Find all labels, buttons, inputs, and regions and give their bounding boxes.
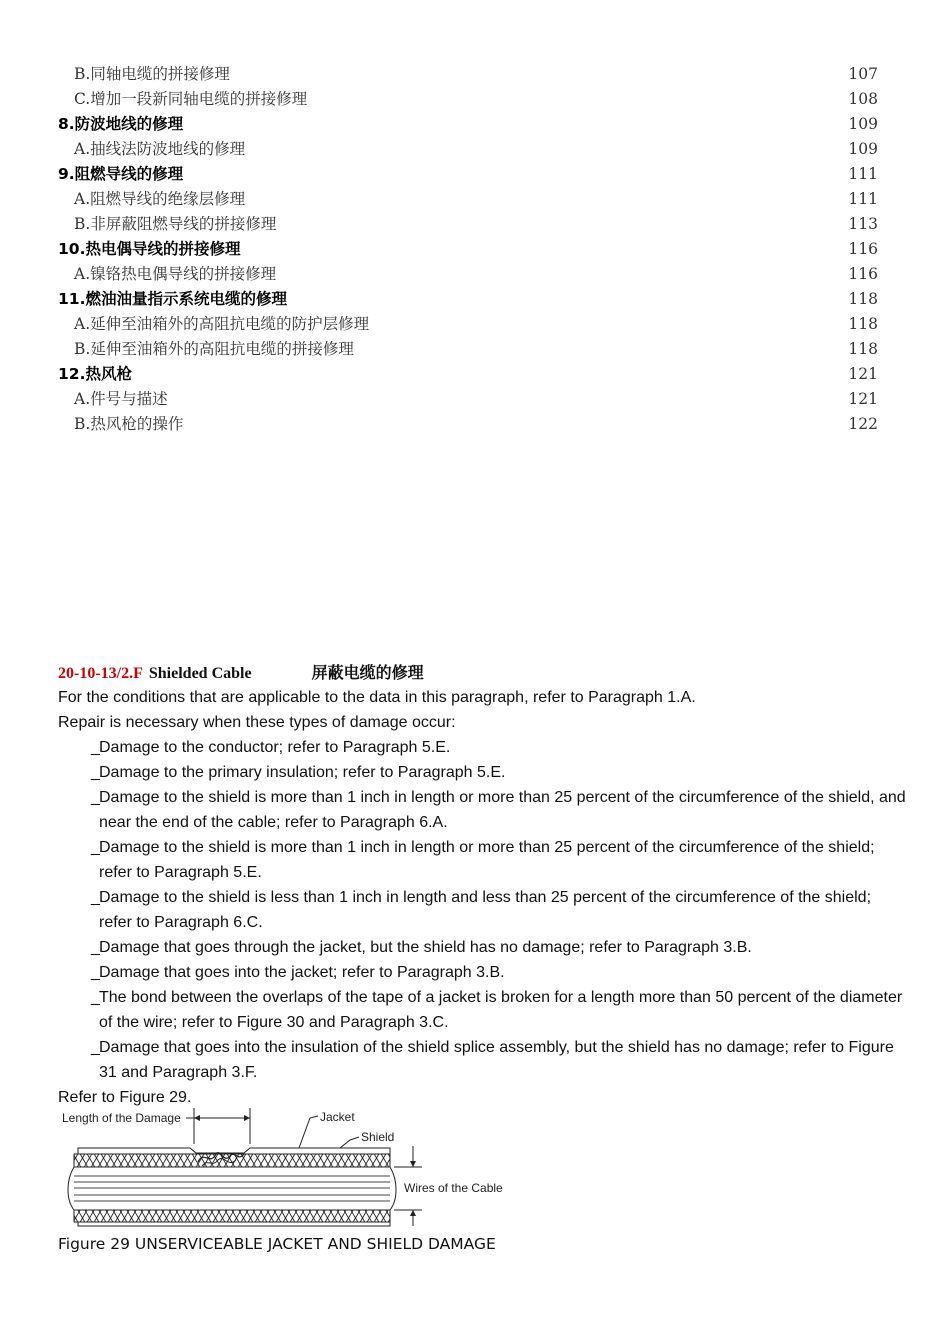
toc-title: 9.阻燃导线的修理 <box>58 165 184 183</box>
list-item <box>58 735 908 760</box>
arrow-head <box>194 1115 200 1121</box>
toc-title: A.抽线法防波地线的修理 <box>74 140 246 158</box>
toc-entry[interactable] <box>0 87 950 112</box>
toc-page: 118 <box>848 315 878 333</box>
toc-title: A.镍铬热电偶导线的拼接修理 <box>74 265 277 283</box>
toc-entry[interactable] <box>0 412 950 437</box>
toc-entry[interactable] <box>0 287 950 312</box>
toc-page: 111 <box>848 190 878 208</box>
toc-entry[interactable] <box>0 262 950 287</box>
toc-title: 11.燃油油量指示系统电缆的修理 <box>58 290 287 308</box>
bullet-mark: _ <box>91 789 100 806</box>
arrow-head <box>410 1210 416 1216</box>
bullet-mark: _ <box>91 839 100 856</box>
toc-entry[interactable] <box>0 137 950 162</box>
list-item-text: Damage to the primary insulation; refer to Paragraph 5.E. <box>99 764 506 781</box>
list-item <box>58 760 908 785</box>
list-item-text: Damage that goes into the jacket; refer to Paragraph 3.B. <box>99 964 505 981</box>
list-item <box>58 785 908 835</box>
bullet-mark: _ <box>91 889 100 906</box>
list-item-text: Damage to the conductor; refer to Paragraph 5.E. <box>99 739 451 756</box>
jacket-top <box>78 1148 390 1154</box>
toc-entry[interactable] <box>0 112 950 137</box>
toc-entry[interactable] <box>0 387 950 412</box>
section-shielded-cable <box>58 660 908 1110</box>
toc-entry[interactable] <box>0 312 950 337</box>
label-shield: Shield <box>361 1130 395 1144</box>
jacket-leader <box>299 1116 318 1148</box>
toc-page: 109 <box>848 115 878 133</box>
label-jacket: Jacket <box>320 1110 355 1124</box>
toc-page: 118 <box>848 340 878 358</box>
list-item <box>58 960 908 985</box>
toc-title: B.非屏蔽阻燃导线的拼接修理 <box>74 215 277 233</box>
cable-diagram <box>58 1104 528 1230</box>
bullet-mark: _ <box>91 1039 100 1056</box>
table-of-contents <box>0 62 950 437</box>
list-item <box>58 1035 908 1085</box>
toc-title: A.阻燃导线的绝缘层修理 <box>74 190 246 208</box>
section-heading <box>58 660 908 685</box>
list-item <box>58 935 908 960</box>
arrow-head <box>244 1115 250 1121</box>
list-item-text: The bond between the overlaps of the tape of a jacket is broken for a length more than 50 percent of the diameter of the wire; refer to Figure 30 and Paragraph 3.C. <box>99 989 903 1031</box>
toc-page: 121 <box>848 365 878 383</box>
toc-title: A.延伸至油箱外的高阻抗电缆的防护层修理 <box>74 315 370 333</box>
intro-paragraph: For the conditions that are applicable to the data in this paragraph, refer to Paragraph 1.A. <box>58 689 696 706</box>
toc-title: B.同轴电缆的拼接修理 <box>74 65 230 83</box>
list-item-text: Damage to the shield is less than 1 inch in length and less than 25 percent of the circumference of the shield; refer to Paragraph 6.C. <box>99 889 872 931</box>
wires-core <box>68 1167 396 1210</box>
toc-title: C.增加一段新同轴电缆的拼接修理 <box>74 90 308 108</box>
toc-page: 109 <box>848 140 878 158</box>
bullet-mark: _ <box>91 989 100 1006</box>
toc-title: 8.防波地线的修理 <box>58 115 184 133</box>
toc-page: 116 <box>848 265 878 283</box>
shield-bottom <box>74 1210 390 1222</box>
bullet-mark: _ <box>91 939 100 956</box>
toc-page: 122 <box>848 415 878 433</box>
toc-entry[interactable] <box>0 212 950 237</box>
section-title-cn: 屏蔽电缆的修理 <box>311 663 424 682</box>
shield-top <box>74 1154 390 1167</box>
toc-title: 10.热电偶导线的拼接修理 <box>58 240 241 258</box>
toc-page: 111 <box>848 165 878 183</box>
toc-title: B.热风枪的操作 <box>74 415 184 433</box>
toc-entry[interactable] <box>0 337 950 362</box>
toc-title: B.延伸至油箱外的高阻抗电缆的拼接修理 <box>74 340 354 358</box>
toc-page: 121 <box>848 390 878 408</box>
jacket-bottom <box>78 1222 390 1226</box>
bullet-mark: _ <box>91 764 100 781</box>
bullet-mark: _ <box>91 964 100 981</box>
toc-page: 113 <box>848 215 878 233</box>
arrow-head <box>410 1161 416 1167</box>
toc-entry[interactable] <box>0 162 950 187</box>
toc-entry[interactable] <box>0 237 950 262</box>
list-item <box>58 835 908 885</box>
toc-page: 107 <box>848 65 878 83</box>
list-item-text: Damage to the shield is more than 1 inch in length or more than 25 percent of the circumference of the shield, and near the end of the cable; refer to Paragraph 6.A. <box>99 789 906 831</box>
section-title-en: Shielded Cable <box>148 665 252 682</box>
list-item-text: Damage that goes through the jacket, but the shield has no damage; refer to Paragraph 3.B. <box>99 939 752 956</box>
figure-caption: Figure 29 UNSERVICEABLE JACKET AND SHIELD DAMAGE <box>58 1235 496 1253</box>
figure-29-diagram <box>58 1104 528 1230</box>
bullet-mark: _ <box>91 739 100 756</box>
label-wires: Wires of the Cable <box>404 1181 503 1195</box>
intro-paragraph: Repair is necessary when these types of damage occur: <box>58 714 456 731</box>
toc-entry[interactable] <box>0 362 950 387</box>
toc-page: 108 <box>848 90 878 108</box>
toc-entry[interactable] <box>0 187 950 212</box>
section-code: 20-10-13/2.F <box>58 665 143 682</box>
label-length-of-damage: Length of the Damage <box>62 1111 181 1125</box>
toc-title: A.件号与描述 <box>74 390 168 408</box>
toc-page: 118 <box>848 290 878 308</box>
toc-title: 12.热风枪 <box>58 365 132 383</box>
figure-reference: Refer to Figure 29. <box>58 1089 192 1106</box>
toc-page: 116 <box>848 240 878 258</box>
list-item <box>58 985 908 1035</box>
list-item-text: Damage that goes into the insulation of the shield splice assembly, but the shield has no damage; refer to Figure 31 and Paragraph 3.F. <box>99 1039 894 1081</box>
toc-entry[interactable] <box>0 62 950 87</box>
list-item-text: Damage to the shield is more than 1 inch in length or more than 25 percent of the circumference of the shield; refer to Paragraph 5.E. <box>99 839 875 881</box>
list-item <box>58 885 908 935</box>
